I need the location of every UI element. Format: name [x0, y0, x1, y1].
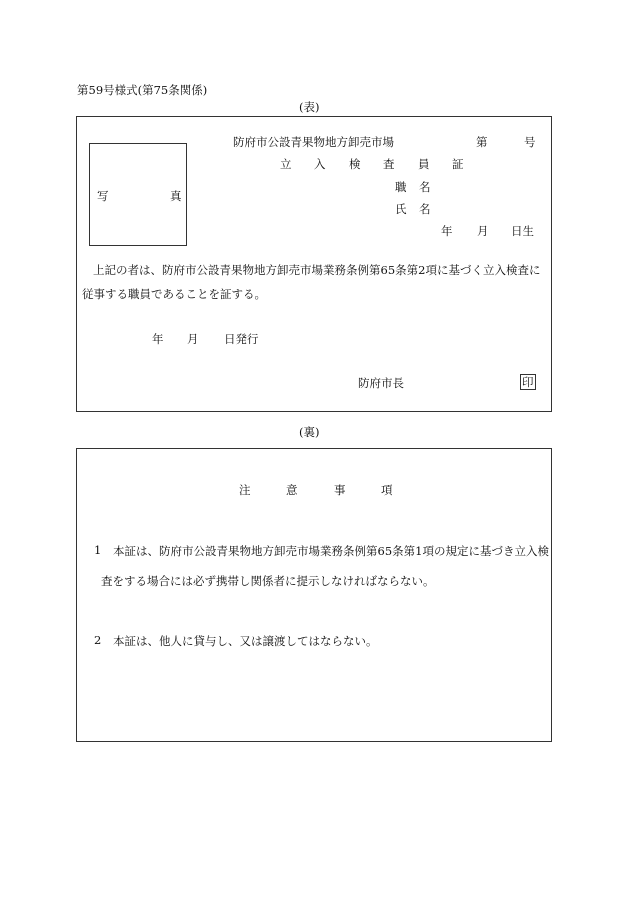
title-char: 証: [452, 157, 464, 171]
name-label-char: 名: [419, 202, 431, 216]
title-char: 査: [383, 157, 395, 171]
position-label-char: 職: [395, 180, 407, 194]
mayor-title: 防府市長: [358, 376, 404, 390]
form-number: 第59号様式(第75条関係): [77, 83, 208, 97]
notes-title-char: 項: [381, 483, 393, 497]
birth-day-label: 日生: [511, 224, 534, 238]
notes-item-text: 本証は、他人に貸与し、又は譲渡してはならない。: [113, 634, 378, 648]
notes-item-number: 2: [94, 633, 102, 647]
photo-box: [89, 143, 187, 246]
position-label-char: 名: [419, 180, 431, 194]
issue-day-label: 日発行: [224, 332, 259, 346]
title-char: 入: [314, 157, 326, 171]
photo-label-char: 真: [170, 189, 182, 203]
notes-title-char: 事: [334, 483, 346, 497]
back-side-label: (裏): [299, 425, 320, 439]
number-prefix: 第: [476, 135, 488, 149]
title-char: 検: [349, 157, 361, 171]
notes-item-number: 1: [94, 543, 102, 557]
certificate-back: [76, 448, 552, 742]
issuer-line: 防府市公設青果物地方卸売市場: [233, 135, 394, 149]
birth-year-label: 年: [441, 224, 453, 238]
issue-month-label: 月: [187, 332, 199, 346]
notes-item-text: 査をする場合には必ず携帯し関係者に提示しなければならない。: [101, 574, 435, 588]
notes-title-char: 意: [286, 483, 298, 497]
number-suffix: 号: [524, 135, 536, 149]
notes-item-text: 本証は、防府市公設青果物地方卸売市場業務条例第65条第1項の規定に基づき立入検: [113, 544, 549, 558]
photo-label-char: 写: [97, 189, 109, 203]
certificate-front: [76, 116, 552, 412]
seal-mark: 印: [522, 375, 534, 389]
issue-year-label: 年: [152, 332, 164, 346]
notes-title-char: 注: [239, 483, 251, 497]
name-label-char: 氏: [395, 202, 407, 216]
certification-text-line: 従事する職員であることを証する。: [82, 287, 266, 301]
title-char: 員: [418, 157, 430, 171]
title-char: 立: [280, 157, 292, 171]
certification-text-line: 上記の者は、防府市公設青果物地方卸売市場業務条例第65条第2項に基づく立入検査に: [93, 263, 541, 277]
front-side-label: (表): [299, 100, 320, 114]
birth-month-label: 月: [477, 224, 489, 238]
